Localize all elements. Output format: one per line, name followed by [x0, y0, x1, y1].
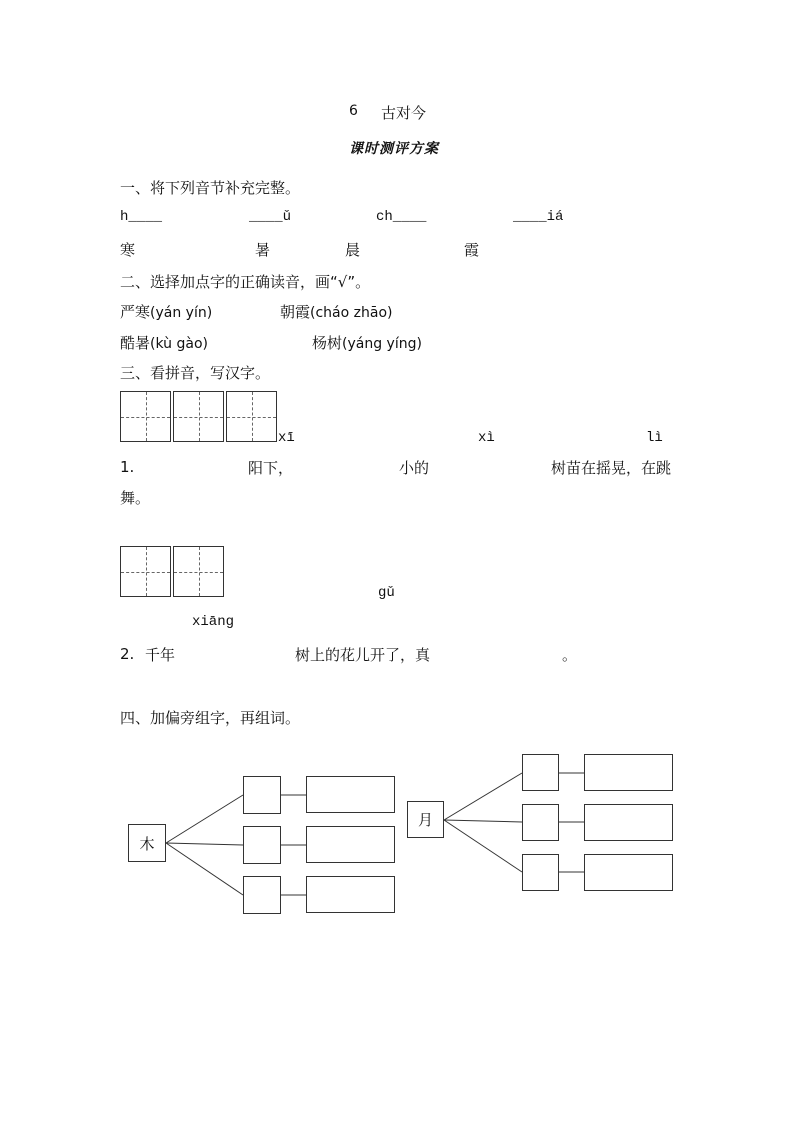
section2-heading: 二、选择加点字的正确读音，画“√”。 [120, 273, 371, 291]
page-title: 古对今 [381, 104, 427, 122]
q2-segment-1: 千年 [145, 646, 176, 664]
word-box-yue-1[interactable] [584, 754, 673, 791]
radical-box-yue-2[interactable] [522, 804, 559, 841]
q1-segment-2: 小的 [399, 459, 430, 477]
reading-word: 酷暑 [120, 334, 151, 352]
root-char-mu: 木 [128, 824, 166, 862]
q1-pinyin-3: lì [646, 430, 663, 446]
word-box-mu-2[interactable] [306, 826, 395, 863]
section1-heading: 一、将下列音节补充完整。 [120, 179, 301, 197]
word-box-yue-3[interactable] [584, 854, 673, 891]
radical-box-mu-3[interactable] [243, 876, 281, 914]
word-box-mu-3[interactable] [306, 876, 395, 913]
reading-options: (yán yín) [150, 305, 213, 321]
section4-heading: 四、加偏旁组字，再组词。 [120, 709, 301, 727]
radical-box-mu-1[interactable] [243, 776, 281, 814]
lesson-number: 6 [349, 103, 358, 119]
reading-options: (cháo zhāo) [310, 305, 393, 321]
q2-pinyin-2: xiāng [192, 614, 235, 630]
radical-box-yue-3[interactable] [522, 854, 559, 891]
pinyin-blank-1: h____ [120, 209, 163, 225]
q2-segment-3: 。 [562, 646, 578, 664]
pinyin-blank-2: ____ǔ [249, 209, 292, 225]
q2-pinyin-1: gǔ [378, 585, 395, 601]
root-char-yue: 月 [407, 801, 444, 838]
reading-options: (kù gào) [150, 336, 208, 352]
q1-pinyin-1: xī [278, 430, 295, 446]
q1-number: 1. [120, 458, 135, 476]
q1-pinyin-2: xì [478, 430, 495, 446]
char-3: 晨 [345, 241, 361, 259]
q2-number: 2. [120, 645, 135, 663]
reading-options: (yáng yíng) [342, 336, 422, 352]
pinyin-blank-4: ____iá [513, 209, 564, 225]
word-box-mu-1[interactable] [306, 776, 395, 813]
pinyin-blank-3: ch____ [376, 209, 427, 225]
reading-word: 朝霞 [280, 303, 311, 321]
q1-segment-1: 阳下， [248, 459, 294, 477]
char-2: 暑 [255, 241, 271, 259]
radical-box-mu-2[interactable] [243, 826, 281, 864]
reading-word: 杨树 [312, 334, 343, 352]
q1-line-2: 舞。 [120, 489, 151, 507]
char-4: 霞 [464, 241, 480, 259]
q2-segment-2: 树上的花儿开了，真 [295, 646, 431, 664]
word-box-yue-2[interactable] [584, 804, 673, 841]
radical-box-yue-1[interactable] [522, 754, 559, 791]
reading-word: 严寒 [120, 303, 151, 321]
page-subtitle: 课时测评方案 [349, 141, 439, 157]
section3-heading: 三、看拼音，写汉字。 [120, 364, 271, 382]
q1-segment-3: 树苗在摇晃，在跳 [551, 459, 672, 477]
char-1: 寒 [120, 241, 136, 259]
